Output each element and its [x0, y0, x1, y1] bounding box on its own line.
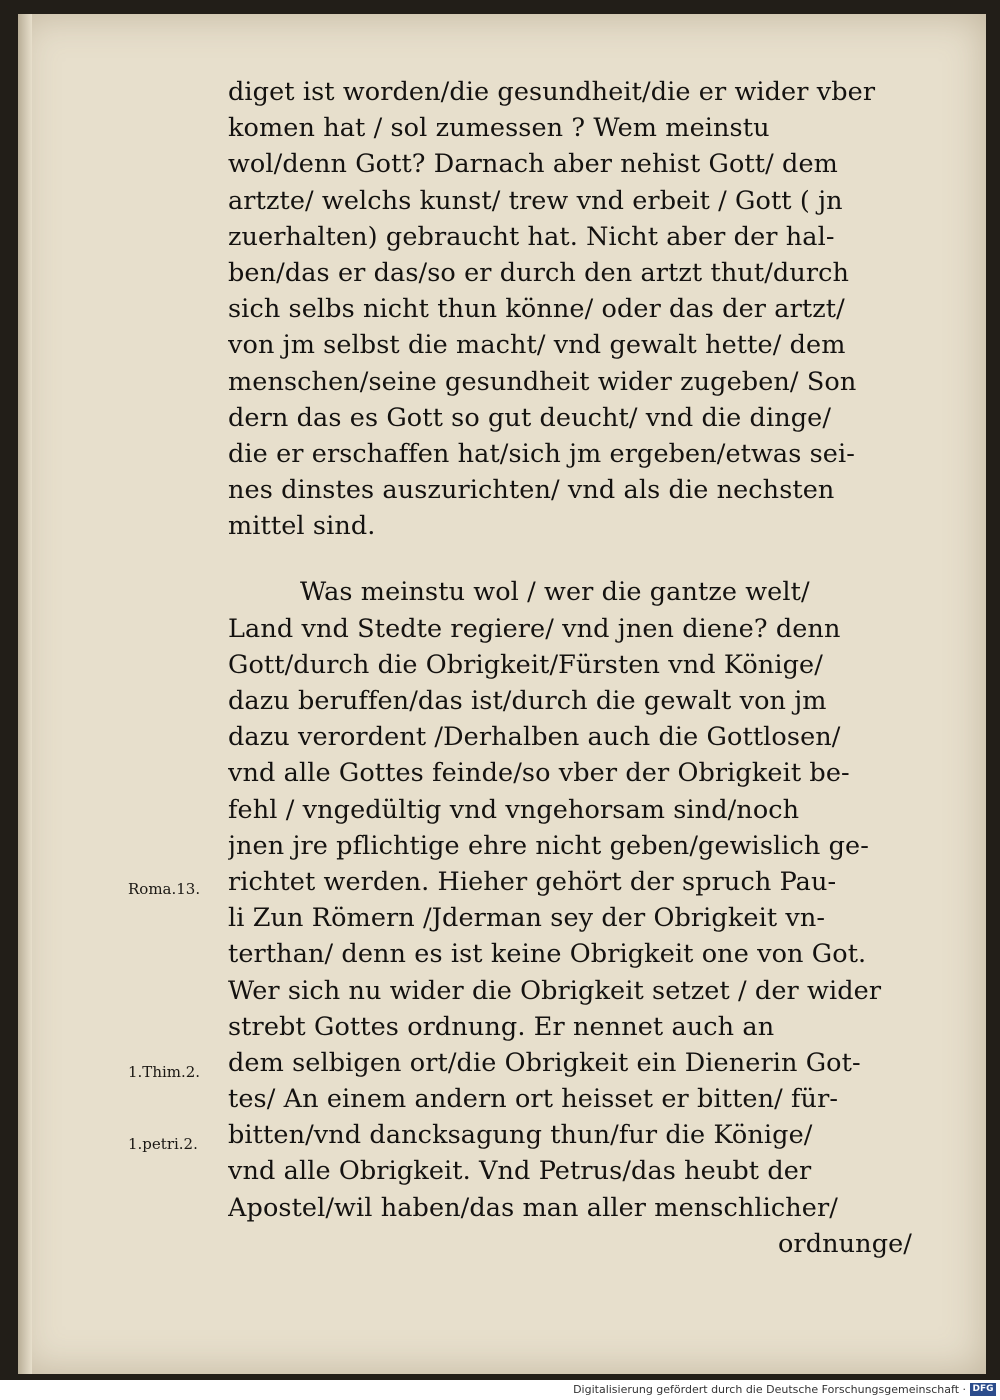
text-line: ben/das er das/so er durch den artzt thut/durch: [228, 257, 850, 288]
text-line: tes/ An einem andern ort heisset er bitten/ für-: [228, 1084, 839, 1115]
text-line: Was meinstu wol / wer die gantze welt/: [300, 577, 810, 608]
text-line: Wer sich nu wider die Obrigkeit setzet / der wider: [228, 975, 882, 1006]
text-line: nes dinstes auszurichten/ vnd als die nechsten: [228, 475, 835, 506]
margin-note-timothy: 1.Thim.2.: [128, 1063, 201, 1081]
catchword: ordnunge/: [777, 1228, 912, 1259]
text-line: menschen/seine gesundheit wider zugeben/ Son: [228, 366, 857, 397]
text-line: jnen jre pflichtige ehre nicht geben/gewislich ge-: [228, 830, 869, 861]
text-line: li Zun Römern /Jderman sey der Obrigkeit vn-: [228, 903, 826, 934]
text-line: diget ist worden/die gesundheit/die er wider vber: [228, 77, 876, 107]
margin-note-romans: Roma.13.: [128, 880, 201, 898]
text-line: Land vnd Stedte regiere/ vnd jnen diene? denn: [228, 613, 841, 644]
dfg-logo-icon: DFG: [970, 1383, 996, 1396]
body-text-block: [228, 74, 918, 1262]
text-line: vnd alle Gottes feinde/so vber der Obrigkeit be-: [228, 758, 850, 789]
text-line: die er erschaffen hat/sich jm ergeben/etwas sei-: [228, 438, 855, 469]
text-line: fehl / vngedültig vnd vngehorsam sind/noch: [228, 794, 800, 825]
text-line: strebt Gottes ordnung. Er nennet auch an: [228, 1011, 775, 1042]
footer-credit: Digitalisierung gefördert durch die Deutsche Forschungsgemeinschaft ·: [573, 1383, 966, 1396]
text-line: wol/denn Gott? Darnach aber nehist Gott/ dem: [228, 149, 838, 180]
text-line: dern das es Gott so gut deucht/ vnd die dinge/: [228, 402, 832, 433]
text-line: terthan/ denn es ist keine Obrigkeit one von Got.: [228, 939, 867, 970]
text-line: Apostel/wil haben/das man aller menschlicher/: [228, 1192, 838, 1223]
page-edge-shadow: [18, 14, 32, 1374]
margin-note-peter: 1.petri.2.: [128, 1135, 198, 1153]
text-line: mittel sind.: [228, 511, 376, 542]
text-line: bitten/vnd dancksagung thun/fur die Könige/: [228, 1120, 813, 1151]
text-line: artzte/ welchs kunst/ trew vnd erbeit / Gott ( jn: [228, 185, 843, 216]
text-line: vnd alle Obrigkeit. Vnd Petrus/das heubt der: [228, 1156, 812, 1187]
footer-bar: [0, 1380, 1000, 1400]
text-line: von jm selbst die macht/ vnd gewalt hette/ dem: [228, 330, 846, 361]
text-line: zuerhalten) gebraucht hat. Nicht aber der hal-: [228, 221, 835, 252]
text-line: dazu verordent /Derhalben auch die Gottlosen/: [228, 722, 841, 753]
text-line: komen hat / sol zumessen ? Wem meinstu: [228, 113, 770, 144]
text-line: dazu beruffen/das ist/durch die gewalt von jm: [228, 686, 827, 716]
text-line: richtet werden. Hieher gehört der spruch Pau-: [228, 866, 837, 897]
text-line: Gott/durch die Obrigkeit/Fürsten vnd Könige/: [228, 649, 823, 680]
text-line: dem selbigen ort/die Obrigkeit ein Dienerin Got-: [228, 1047, 861, 1078]
text-line: sich selbs nicht thun könne/ oder das der artzt/: [228, 294, 845, 325]
